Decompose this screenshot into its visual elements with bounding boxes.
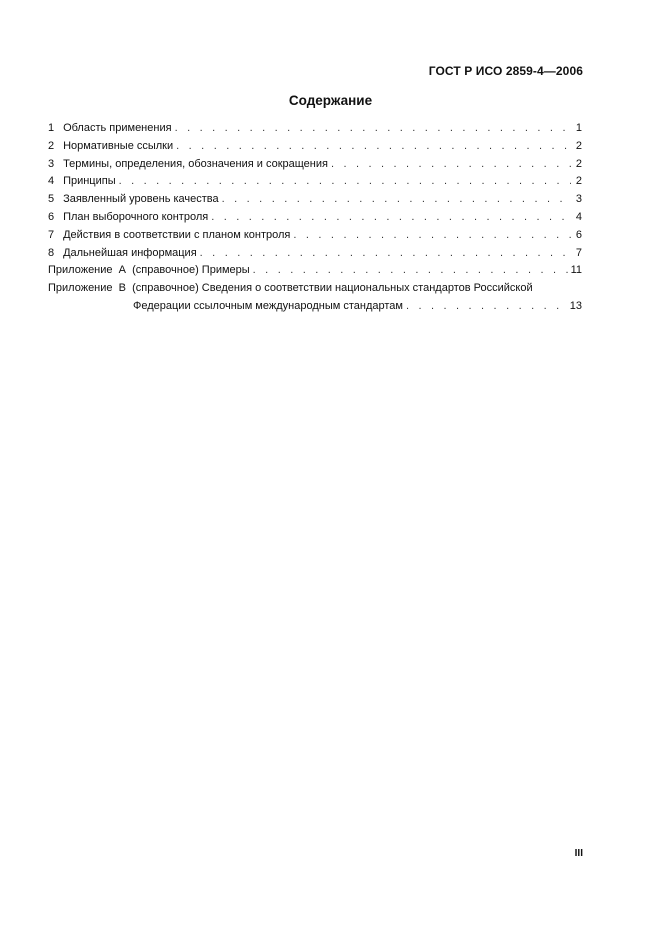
appendix-prefix: Приложение А (справочное) — [48, 264, 199, 277]
toc-item[interactable] — [48, 227, 582, 245]
toc-item[interactable] — [48, 191, 582, 209]
leader-dots — [406, 298, 567, 316]
leader-dots — [293, 227, 571, 245]
leader-dots — [176, 138, 571, 156]
leader-dots — [211, 209, 571, 227]
toc-item-page: 4 — [575, 210, 582, 223]
toc-item-label: Принципы — [63, 175, 116, 188]
toc-item-number: 3 — [48, 157, 55, 170]
toc-item[interactable] — [48, 173, 582, 191]
leader-dots — [253, 262, 568, 280]
document-header: ГОСТ Р ИСО 2859-4—2006 — [428, 64, 583, 78]
toc-item-number: 1 — [48, 122, 55, 134]
appendix-b-item[interactable] — [48, 280, 582, 316]
toc-item-number: 7 — [48, 228, 55, 241]
appendix-label-line2: Федерации ссылочным международным стандартам — [133, 299, 403, 312]
toc-item-label: Термины, определения, обозначения и сокращения — [63, 157, 328, 170]
toc-item[interactable] — [48, 156, 582, 174]
toc-item-label: Область применения — [63, 122, 172, 134]
toc-item[interactable] — [48, 120, 582, 138]
page-number: III — [574, 848, 583, 859]
leader-dots — [119, 173, 571, 191]
toc-item-page: 3 — [575, 193, 582, 206]
toc-item-number: 2 — [48, 139, 55, 152]
leader-dots — [175, 120, 571, 138]
toc-item-page: 2 — [575, 175, 582, 188]
appendix-label-line1: Сведения о соответствии национальных стандартов Российской — [201, 282, 533, 295]
toc-item-page: 6 — [575, 228, 582, 241]
toc-item-page: 2 — [575, 157, 582, 170]
leader-dots — [200, 245, 571, 263]
appendix-page: 13 — [569, 299, 582, 312]
page-title: Содержание — [288, 93, 373, 108]
toc-item-number: 6 — [48, 210, 55, 223]
toc-item-page: 1 — [575, 122, 582, 134]
toc-item[interactable] — [48, 245, 582, 263]
toc-item[interactable] — [48, 209, 582, 227]
toc-item-label: План выборочного контроля — [63, 210, 209, 223]
toc-item-number: 4 — [48, 175, 55, 188]
leader-dots — [331, 156, 571, 174]
toc-item-label: Нормативные ссылки — [63, 139, 174, 152]
toc-item-page: 7 — [575, 246, 582, 259]
toc-item-number: 5 — [48, 193, 55, 206]
toc-item-page: 2 — [575, 139, 582, 152]
appendix-label: Примеры — [201, 264, 250, 277]
toc-item-number: 8 — [48, 246, 55, 259]
toc-item[interactable] — [48, 138, 582, 156]
toc-item-label: Действия в соответствии с планом контроля — [63, 228, 291, 241]
leader-dots — [222, 191, 571, 209]
appendix-a-item[interactable] — [48, 262, 582, 280]
table-of-contents — [48, 120, 582, 316]
toc-item-label: Заявленный уровень качества — [63, 193, 219, 206]
appendix-prefix: Приложение В (справочное) — [48, 282, 199, 295]
appendix-page: 11 — [570, 264, 582, 277]
toc-item-label: Дальнейшая информация — [63, 246, 197, 259]
